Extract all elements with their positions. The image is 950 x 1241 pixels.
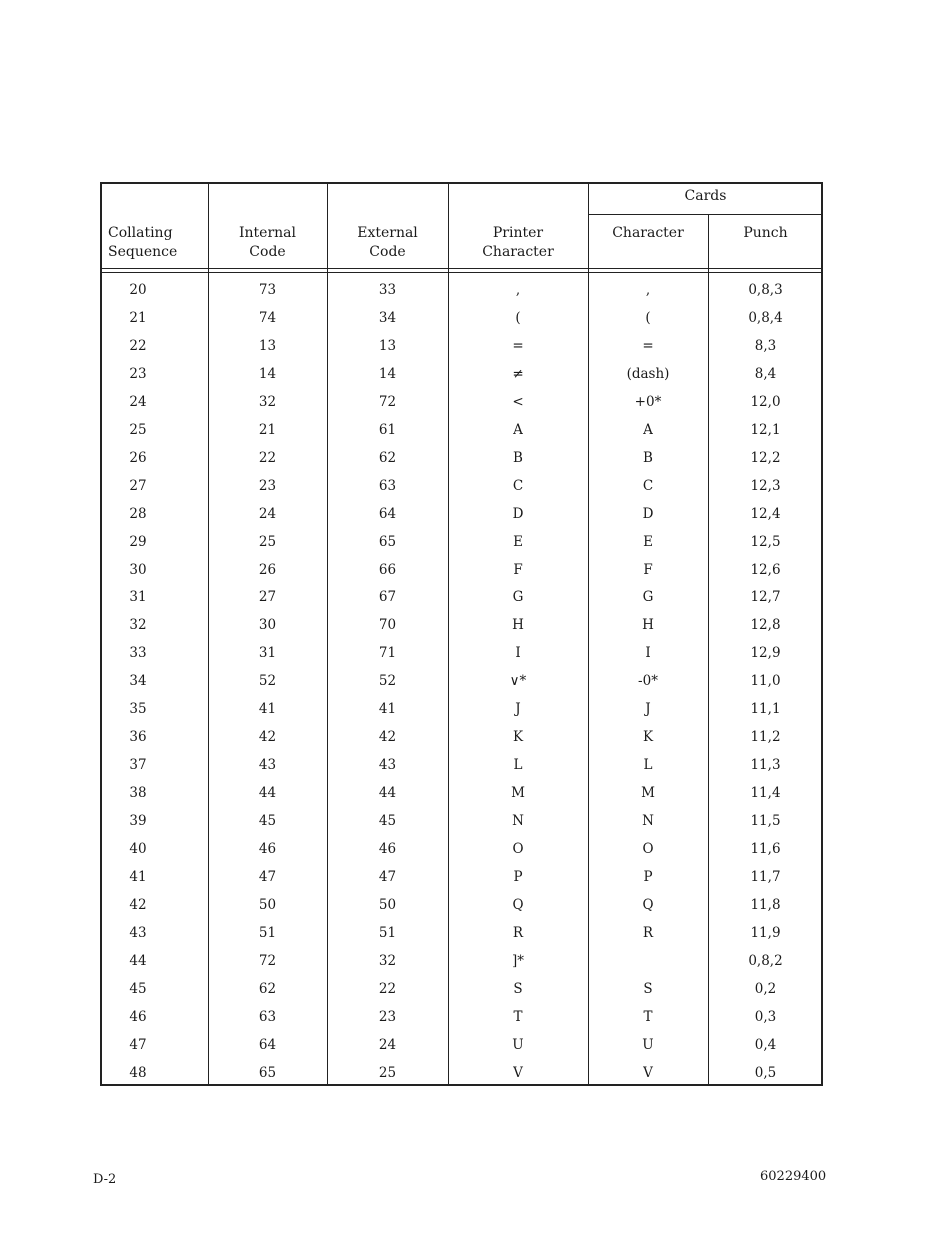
cell-external-code: 72 xyxy=(378,393,397,410)
cell-card-char: O xyxy=(642,841,654,857)
cell-card-char: (dash) xyxy=(626,365,670,382)
header-rule-top xyxy=(102,268,821,269)
cell-collating-seq: 45 xyxy=(129,980,147,997)
cell-collating-seq: 31 xyxy=(129,589,147,606)
cell-external-code: 62 xyxy=(378,449,397,466)
cell-printer-char: R xyxy=(512,924,524,941)
cell-collating-seq: 40 xyxy=(129,841,147,857)
cell-collating-seq: 44 xyxy=(129,952,147,969)
cell-printer-char: U xyxy=(512,1036,524,1053)
cell-external-code: 52 xyxy=(378,673,397,690)
cell-card-char: B xyxy=(643,449,653,466)
cell-punch: 0,2 xyxy=(754,980,777,997)
cell-external-code: 14 xyxy=(378,365,397,382)
cell-printer-char: P xyxy=(513,868,523,885)
cell-card-char: N xyxy=(642,813,654,830)
cell-collating-seq: 23 xyxy=(129,365,147,382)
header-line: Sequence xyxy=(108,244,178,260)
cell-internal-code: 21 xyxy=(258,421,277,438)
cell-external-code: 63 xyxy=(378,477,397,494)
cell-card-char: = xyxy=(642,337,654,354)
cell-external-code: 50 xyxy=(378,896,397,913)
cell-card-char: U xyxy=(642,1036,654,1053)
cell-printer-char: ]* xyxy=(511,952,525,969)
cell-printer-char: ≠ xyxy=(512,365,524,382)
cell-punch: 8,4 xyxy=(754,365,777,382)
cell-internal-code: 22 xyxy=(258,449,277,466)
cell-printer-char: C xyxy=(512,477,524,494)
cell-printer-char: = xyxy=(512,337,524,354)
cell-internal-code: 25 xyxy=(258,533,277,550)
cell-collating-seq: 20 xyxy=(129,282,147,298)
cell-external-code: 70 xyxy=(378,617,397,634)
header-rule-bottom xyxy=(102,272,821,273)
cell-card-char: -0* xyxy=(638,673,658,690)
cell-external-code: 41 xyxy=(378,701,397,718)
cell-collating-seq: 22 xyxy=(129,337,147,354)
character-code-table xyxy=(100,182,823,1086)
cell-internal-code: 50 xyxy=(258,896,277,913)
cell-printer-char: H xyxy=(512,617,524,634)
cell-printer-char: V xyxy=(513,1064,523,1081)
header-punch: Punch xyxy=(743,225,788,241)
cell-punch: 11,1 xyxy=(750,701,781,718)
cell-card-char: , xyxy=(645,282,651,298)
cell-internal-code: 74 xyxy=(258,309,277,326)
cell-external-code: 65 xyxy=(378,533,397,550)
cell-punch: 12,2 xyxy=(750,449,781,466)
cell-external-code: 46 xyxy=(378,841,397,857)
cell-collating-seq: 26 xyxy=(129,449,147,466)
cell-punch: 12,1 xyxy=(750,421,781,438)
cell-printer-char: O xyxy=(512,841,524,857)
cell-collating-seq: 48 xyxy=(129,1064,147,1081)
cell-printer-char: N xyxy=(512,813,524,830)
cell-printer-char: F xyxy=(513,561,523,578)
cell-punch: 0,5 xyxy=(754,1064,777,1081)
cards-group-rule xyxy=(588,214,821,215)
cell-collating-seq: 33 xyxy=(129,645,147,662)
cell-internal-code: 23 xyxy=(258,477,277,494)
cell-card-char: E xyxy=(643,533,653,550)
cell-external-code: 64 xyxy=(378,505,397,522)
cell-internal-code: 32 xyxy=(258,393,277,410)
cell-punch: 12,4 xyxy=(750,505,781,522)
cell-internal-code: 52 xyxy=(258,673,277,690)
cell-collating-seq: 37 xyxy=(129,757,147,774)
cell-internal-code: 72 xyxy=(258,952,277,969)
page-number: D-2 xyxy=(93,1172,117,1187)
cell-external-code: 47 xyxy=(378,868,397,885)
cell-card-char: T xyxy=(643,1008,653,1025)
cell-punch: 11,5 xyxy=(750,813,781,830)
cell-collating-seq: 47 xyxy=(129,1036,147,1053)
cell-punch: 11,3 xyxy=(750,757,781,774)
cell-external-code: 33 xyxy=(378,282,397,298)
cell-punch: 11,7 xyxy=(750,868,781,885)
cell-printer-char: < xyxy=(512,393,524,410)
header-line: Code xyxy=(249,244,286,260)
cell-external-code: 44 xyxy=(378,785,397,802)
cell-external-code: 51 xyxy=(378,924,397,941)
cell-internal-code: 13 xyxy=(258,337,277,354)
cell-internal-code: 47 xyxy=(258,868,277,885)
cell-card-char: V xyxy=(643,1064,653,1081)
cell-external-code: 22 xyxy=(378,980,397,997)
cell-external-code: 61 xyxy=(378,421,397,438)
cell-card-char: D xyxy=(642,505,654,522)
cell-punch: 11,0 xyxy=(750,673,781,690)
header-line: Printer xyxy=(492,225,544,241)
cell-external-code: 71 xyxy=(378,645,397,662)
cell-punch: 12,0 xyxy=(750,393,781,410)
cell-card-char: F xyxy=(643,561,653,578)
cell-punch: 0,8,2 xyxy=(748,952,783,969)
cell-punch: 12,9 xyxy=(750,645,781,662)
cell-external-code: 13 xyxy=(378,337,397,354)
cell-printer-char: Q xyxy=(512,896,524,913)
cell-card-char: J xyxy=(645,701,651,718)
cell-punch: 12,8 xyxy=(750,617,781,634)
cell-punch: 11,8 xyxy=(750,896,781,913)
cell-card-char: ( xyxy=(645,309,651,326)
cell-card-char: G xyxy=(642,589,654,606)
header-external-code xyxy=(327,224,448,262)
cell-collating-seq: 34 xyxy=(129,673,147,690)
cell-card-char: +0* xyxy=(634,393,662,410)
cell-internal-code: 24 xyxy=(258,505,277,522)
cell-collating-seq: 28 xyxy=(129,505,147,522)
header-printer-character xyxy=(448,224,588,262)
cell-external-code: 24 xyxy=(378,1036,397,1053)
cell-printer-char: A xyxy=(513,421,523,438)
cell-printer-char: S xyxy=(513,980,523,997)
document-number: 60229400 xyxy=(760,1169,827,1184)
cell-collating-seq: 41 xyxy=(129,868,147,885)
cell-collating-seq: 43 xyxy=(129,924,147,941)
cell-collating-seq: 36 xyxy=(129,729,147,746)
cell-punch: 11,2 xyxy=(750,729,781,746)
cell-card-char: H xyxy=(642,617,654,634)
cell-punch: 11,9 xyxy=(750,924,781,941)
cell-card-char: M xyxy=(641,785,655,802)
cell-external-code: 45 xyxy=(378,813,397,830)
header-line: External xyxy=(357,225,418,241)
cell-external-code: 66 xyxy=(378,561,397,578)
cell-internal-code: 42 xyxy=(258,729,277,746)
cell-printer-char: G xyxy=(512,589,524,606)
cell-internal-code: 46 xyxy=(258,841,277,857)
cell-punch: 12,7 xyxy=(750,589,781,606)
cell-collating-seq: 27 xyxy=(129,477,147,494)
cell-card-char: P xyxy=(643,868,653,885)
cell-internal-code: 27 xyxy=(258,589,277,606)
cell-internal-code: 30 xyxy=(258,617,277,634)
cell-printer-char: B xyxy=(513,449,523,466)
cell-card-char: L xyxy=(643,757,653,774)
cell-printer-char: K xyxy=(512,729,524,746)
cell-collating-seq: 38 xyxy=(129,785,147,802)
cell-collating-seq: 21 xyxy=(129,309,147,326)
cell-internal-code: 44 xyxy=(258,785,277,802)
cell-punch: 11,4 xyxy=(750,785,781,802)
cell-printer-char: ( xyxy=(515,309,521,326)
cell-collating-seq: 39 xyxy=(129,813,147,830)
cell-punch: 0,8,4 xyxy=(748,309,783,326)
cell-printer-char: M xyxy=(511,785,525,802)
cell-collating-seq: 32 xyxy=(129,617,147,634)
header-line: Character xyxy=(482,244,554,260)
cell-printer-char: J xyxy=(515,701,521,718)
cell-printer-char: I xyxy=(515,645,521,662)
cell-internal-code: 41 xyxy=(258,701,277,718)
cell-internal-code: 26 xyxy=(258,561,277,578)
header-line: Internal xyxy=(239,225,296,241)
cell-collating-seq: 42 xyxy=(129,896,147,913)
cell-card-char: A xyxy=(643,421,653,438)
cell-collating-seq: 25 xyxy=(129,421,147,438)
cell-internal-code: 31 xyxy=(258,645,277,662)
cell-external-code: 23 xyxy=(378,1008,397,1025)
header-line: Code xyxy=(369,244,406,260)
cell-external-code: 42 xyxy=(378,729,397,746)
cell-external-code: 32 xyxy=(378,952,397,969)
cell-external-code: 34 xyxy=(378,309,397,326)
cell-internal-code: 45 xyxy=(258,813,277,830)
cell-external-code: 25 xyxy=(378,1064,397,1081)
cell-printer-char: T xyxy=(513,1008,523,1025)
cell-card-char: S xyxy=(643,980,653,997)
cell-punch: 12,6 xyxy=(750,561,781,578)
cell-external-code: 43 xyxy=(378,757,397,774)
cell-card-char: C xyxy=(642,477,654,494)
cell-internal-code: 65 xyxy=(258,1064,277,1081)
cell-punch: 12,3 xyxy=(750,477,781,494)
cell-punch: 0,4 xyxy=(754,1036,777,1053)
cell-punch: 0,8,3 xyxy=(748,282,783,298)
cell-printer-char: ∨* xyxy=(509,673,527,690)
cell-collating-seq: 30 xyxy=(129,561,147,578)
cell-punch: 0,3 xyxy=(754,1008,777,1025)
cell-internal-code: 14 xyxy=(258,365,277,382)
cell-punch: 12,5 xyxy=(750,533,781,550)
cell-card-char: R xyxy=(642,924,654,941)
cell-card-char: K xyxy=(642,729,654,746)
cell-card-char: I xyxy=(645,645,651,662)
cell-internal-code: 62 xyxy=(258,980,277,997)
cell-punch: 8,3 xyxy=(754,337,777,354)
header-collating-sequence xyxy=(108,224,177,262)
cell-printer-char: L xyxy=(513,757,523,774)
cell-internal-code: 63 xyxy=(258,1008,277,1025)
cell-collating-seq: 29 xyxy=(129,533,147,550)
cards-group-header: Cards xyxy=(684,188,727,204)
cell-external-code: 67 xyxy=(378,589,397,606)
cell-collating-seq: 35 xyxy=(129,701,147,718)
cell-internal-code: 73 xyxy=(258,282,277,298)
header-internal-code xyxy=(208,224,327,262)
cell-card-char: Q xyxy=(642,896,654,913)
cell-collating-seq: 24 xyxy=(129,393,147,410)
header-card-character: Character xyxy=(612,225,684,241)
cell-punch: 11,6 xyxy=(750,841,781,857)
header-line: Collating xyxy=(108,225,173,241)
cell-internal-code: 51 xyxy=(258,924,277,941)
cell-internal-code: 43 xyxy=(258,757,277,774)
cell-printer-char: , xyxy=(515,282,521,298)
cell-collating-seq: 46 xyxy=(129,1008,147,1025)
cell-internal-code: 64 xyxy=(258,1036,277,1053)
cell-printer-char: E xyxy=(513,533,523,550)
cell-printer-char: D xyxy=(512,505,524,522)
